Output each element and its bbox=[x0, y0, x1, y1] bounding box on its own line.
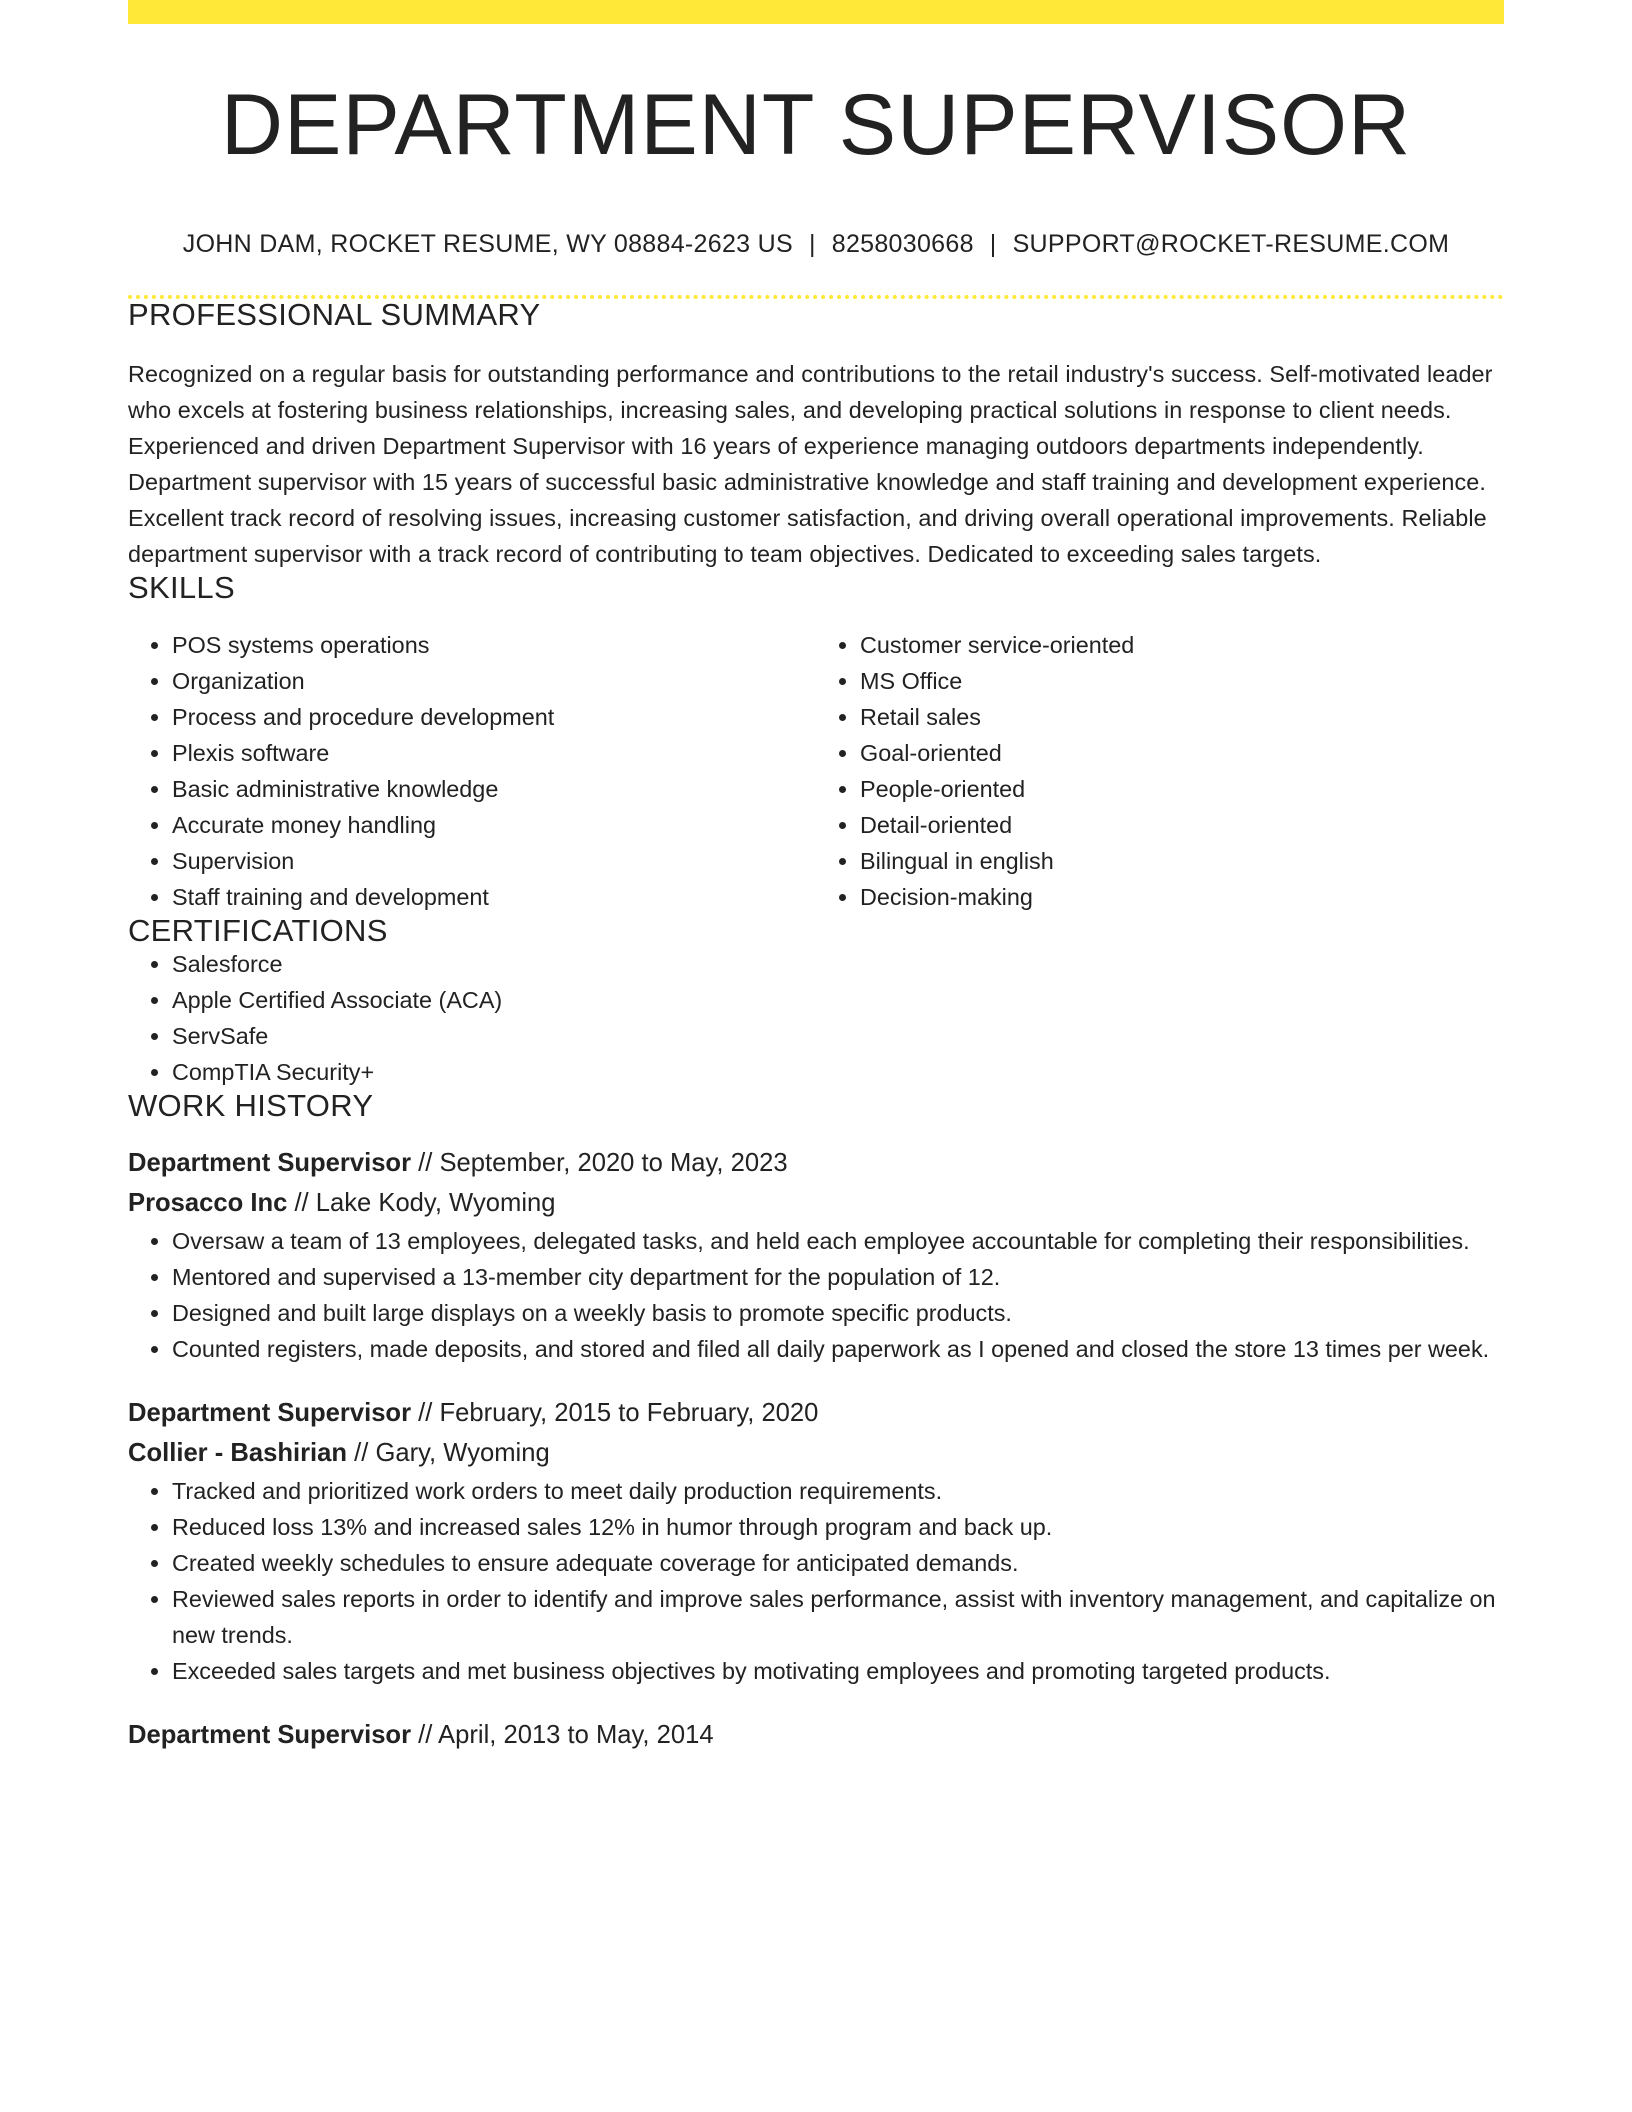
job-company: Collier - Bashirian bbox=[128, 1439, 348, 1467]
contact-phone: 8258030668 bbox=[831, 230, 974, 258]
skill-item: • Accurate money handling bbox=[172, 807, 816, 843]
job-bullet: • Designed and built large displays on a weekly basis to promote specific products. bbox=[172, 1295, 1504, 1331]
contact-email: SUPPORT@ROCKET-RESUME.COM bbox=[1012, 230, 1450, 258]
job-location: // Lake Kody, Wyoming bbox=[287, 1189, 556, 1217]
job-company-line bbox=[128, 1183, 1504, 1223]
job-bullet: • Mentored and supervised a 13-member city department for the population of 12. bbox=[172, 1259, 1504, 1295]
skill-item: • Plexis software bbox=[172, 735, 816, 771]
skill-item: • Detail-oriented bbox=[860, 807, 1504, 843]
page-title: DEPARTMENT SUPERVISOR bbox=[220, 77, 1412, 173]
job-title-line bbox=[128, 1143, 1504, 1183]
skill-item: • Goal-oriented bbox=[860, 735, 1504, 771]
skill-item: • POS systems operations bbox=[172, 627, 816, 663]
skill-item: • Customer service-oriented bbox=[860, 627, 1504, 663]
job-dates: // February, 2015 to February, 2020 bbox=[411, 1399, 819, 1427]
skill-item: • Staff training and development bbox=[172, 879, 816, 915]
contact-line bbox=[128, 232, 1504, 257]
summary-text: Recognized on a regular basis for outstanding performance and contributions to the retail industry's success. Self-motivated leader who excels at fostering business relationships, increasing sales, and developing practical solutions in response to client needs. Experienced and driven Department Supervisor with 16 years of experience managing outdoors departments independently. Department supervisor with 15 years of successful basic administrative knowledge and staff training and development experience. Excellent track record of resolving issues, increasing customer satisfaction, and driving overall operational improvements. Reliable department supervisor with a track record of contributing to team objectives. Dedicated to exceeding sales targets. bbox=[128, 361, 1493, 567]
job-bullets bbox=[128, 1223, 1504, 1367]
job-bullet: • Tracked and prioritized work orders to meet daily production requirements. bbox=[172, 1473, 1504, 1509]
certifications-heading: CERTIFICATIONS bbox=[128, 913, 388, 948]
contact-separator: | bbox=[808, 230, 816, 258]
job-title: Department Supervisor bbox=[128, 1721, 412, 1749]
job-title: Department Supervisor bbox=[128, 1399, 412, 1427]
skills-heading: SKILLS bbox=[128, 570, 235, 605]
job-title-line bbox=[128, 1393, 1504, 1433]
job-company-line bbox=[128, 1433, 1504, 1473]
summary-heading: PROFESSIONAL SUMMARY bbox=[128, 297, 541, 332]
certification-item: • ServSafe bbox=[172, 1018, 1504, 1054]
job-dates: // April, 2013 to May, 2014 bbox=[411, 1721, 714, 1749]
skill-item: • Basic administrative knowledge bbox=[172, 771, 816, 807]
contact-separator: | bbox=[989, 230, 997, 258]
skill-item: • Decision-making bbox=[860, 879, 1504, 915]
job-title: Department Supervisor bbox=[128, 1149, 412, 1177]
contact-address: JOHN DAM, ROCKET RESUME, WY 08884-2623 US bbox=[182, 230, 793, 258]
job-company: Prosacco Inc bbox=[128, 1189, 288, 1217]
job-header bbox=[128, 1393, 1504, 1473]
certification-item: • Salesforce bbox=[172, 946, 1504, 982]
skill-item: • Organization bbox=[172, 663, 816, 699]
job-bullet: • Oversaw a team of 13 employees, delegated tasks, and held each employee accountable for completing their responsibilities. bbox=[172, 1223, 1504, 1259]
job-header bbox=[128, 1143, 1504, 1223]
job-dates: // September, 2020 to May, 2023 bbox=[411, 1149, 788, 1177]
skills-list-right bbox=[816, 627, 1504, 915]
job-header bbox=[128, 1715, 1504, 1755]
job-bullet: • Reviewed sales reports in order to identify and improve sales performance, assist with inventory management, and capitalize on new trends. bbox=[172, 1581, 1504, 1653]
certifications-list bbox=[128, 946, 1504, 1090]
skill-item: • People-oriented bbox=[860, 771, 1504, 807]
work-history-heading: WORK HISTORY bbox=[128, 1088, 374, 1123]
skills-list-left bbox=[128, 627, 816, 915]
skill-item: • MS Office bbox=[860, 663, 1504, 699]
skill-item: • Retail sales bbox=[860, 699, 1504, 735]
certification-item: • Apple Certified Associate (ACA) bbox=[172, 982, 1504, 1018]
accent-top-bar bbox=[128, 0, 1504, 24]
resume-page bbox=[128, 0, 1504, 1755]
job-bullet: • Exceeded sales targets and met business objectives by motivating employees and promoting targeted products. bbox=[172, 1653, 1504, 1689]
job-title-line bbox=[128, 1715, 1504, 1755]
skill-item: • Bilingual in english bbox=[860, 843, 1504, 879]
skill-item: • Supervision bbox=[172, 843, 816, 879]
job-bullet: • Reduced loss 13% and increased sales 12% in humor through program and back up. bbox=[172, 1509, 1504, 1545]
skill-item: • Process and procedure development bbox=[172, 699, 816, 735]
certification-item: • CompTIA Security+ bbox=[172, 1054, 1504, 1090]
skills-columns bbox=[128, 627, 1504, 915]
job-bullet: • Counted registers, made deposits, and stored and filed all daily paperwork as I opened and closed the store 13 times per week. bbox=[172, 1331, 1504, 1367]
job-location: // Gary, Wyoming bbox=[347, 1439, 550, 1467]
job-bullets bbox=[128, 1473, 1504, 1689]
job-bullet: • Created weekly schedules to ensure adequate coverage for anticipated demands. bbox=[172, 1545, 1504, 1581]
